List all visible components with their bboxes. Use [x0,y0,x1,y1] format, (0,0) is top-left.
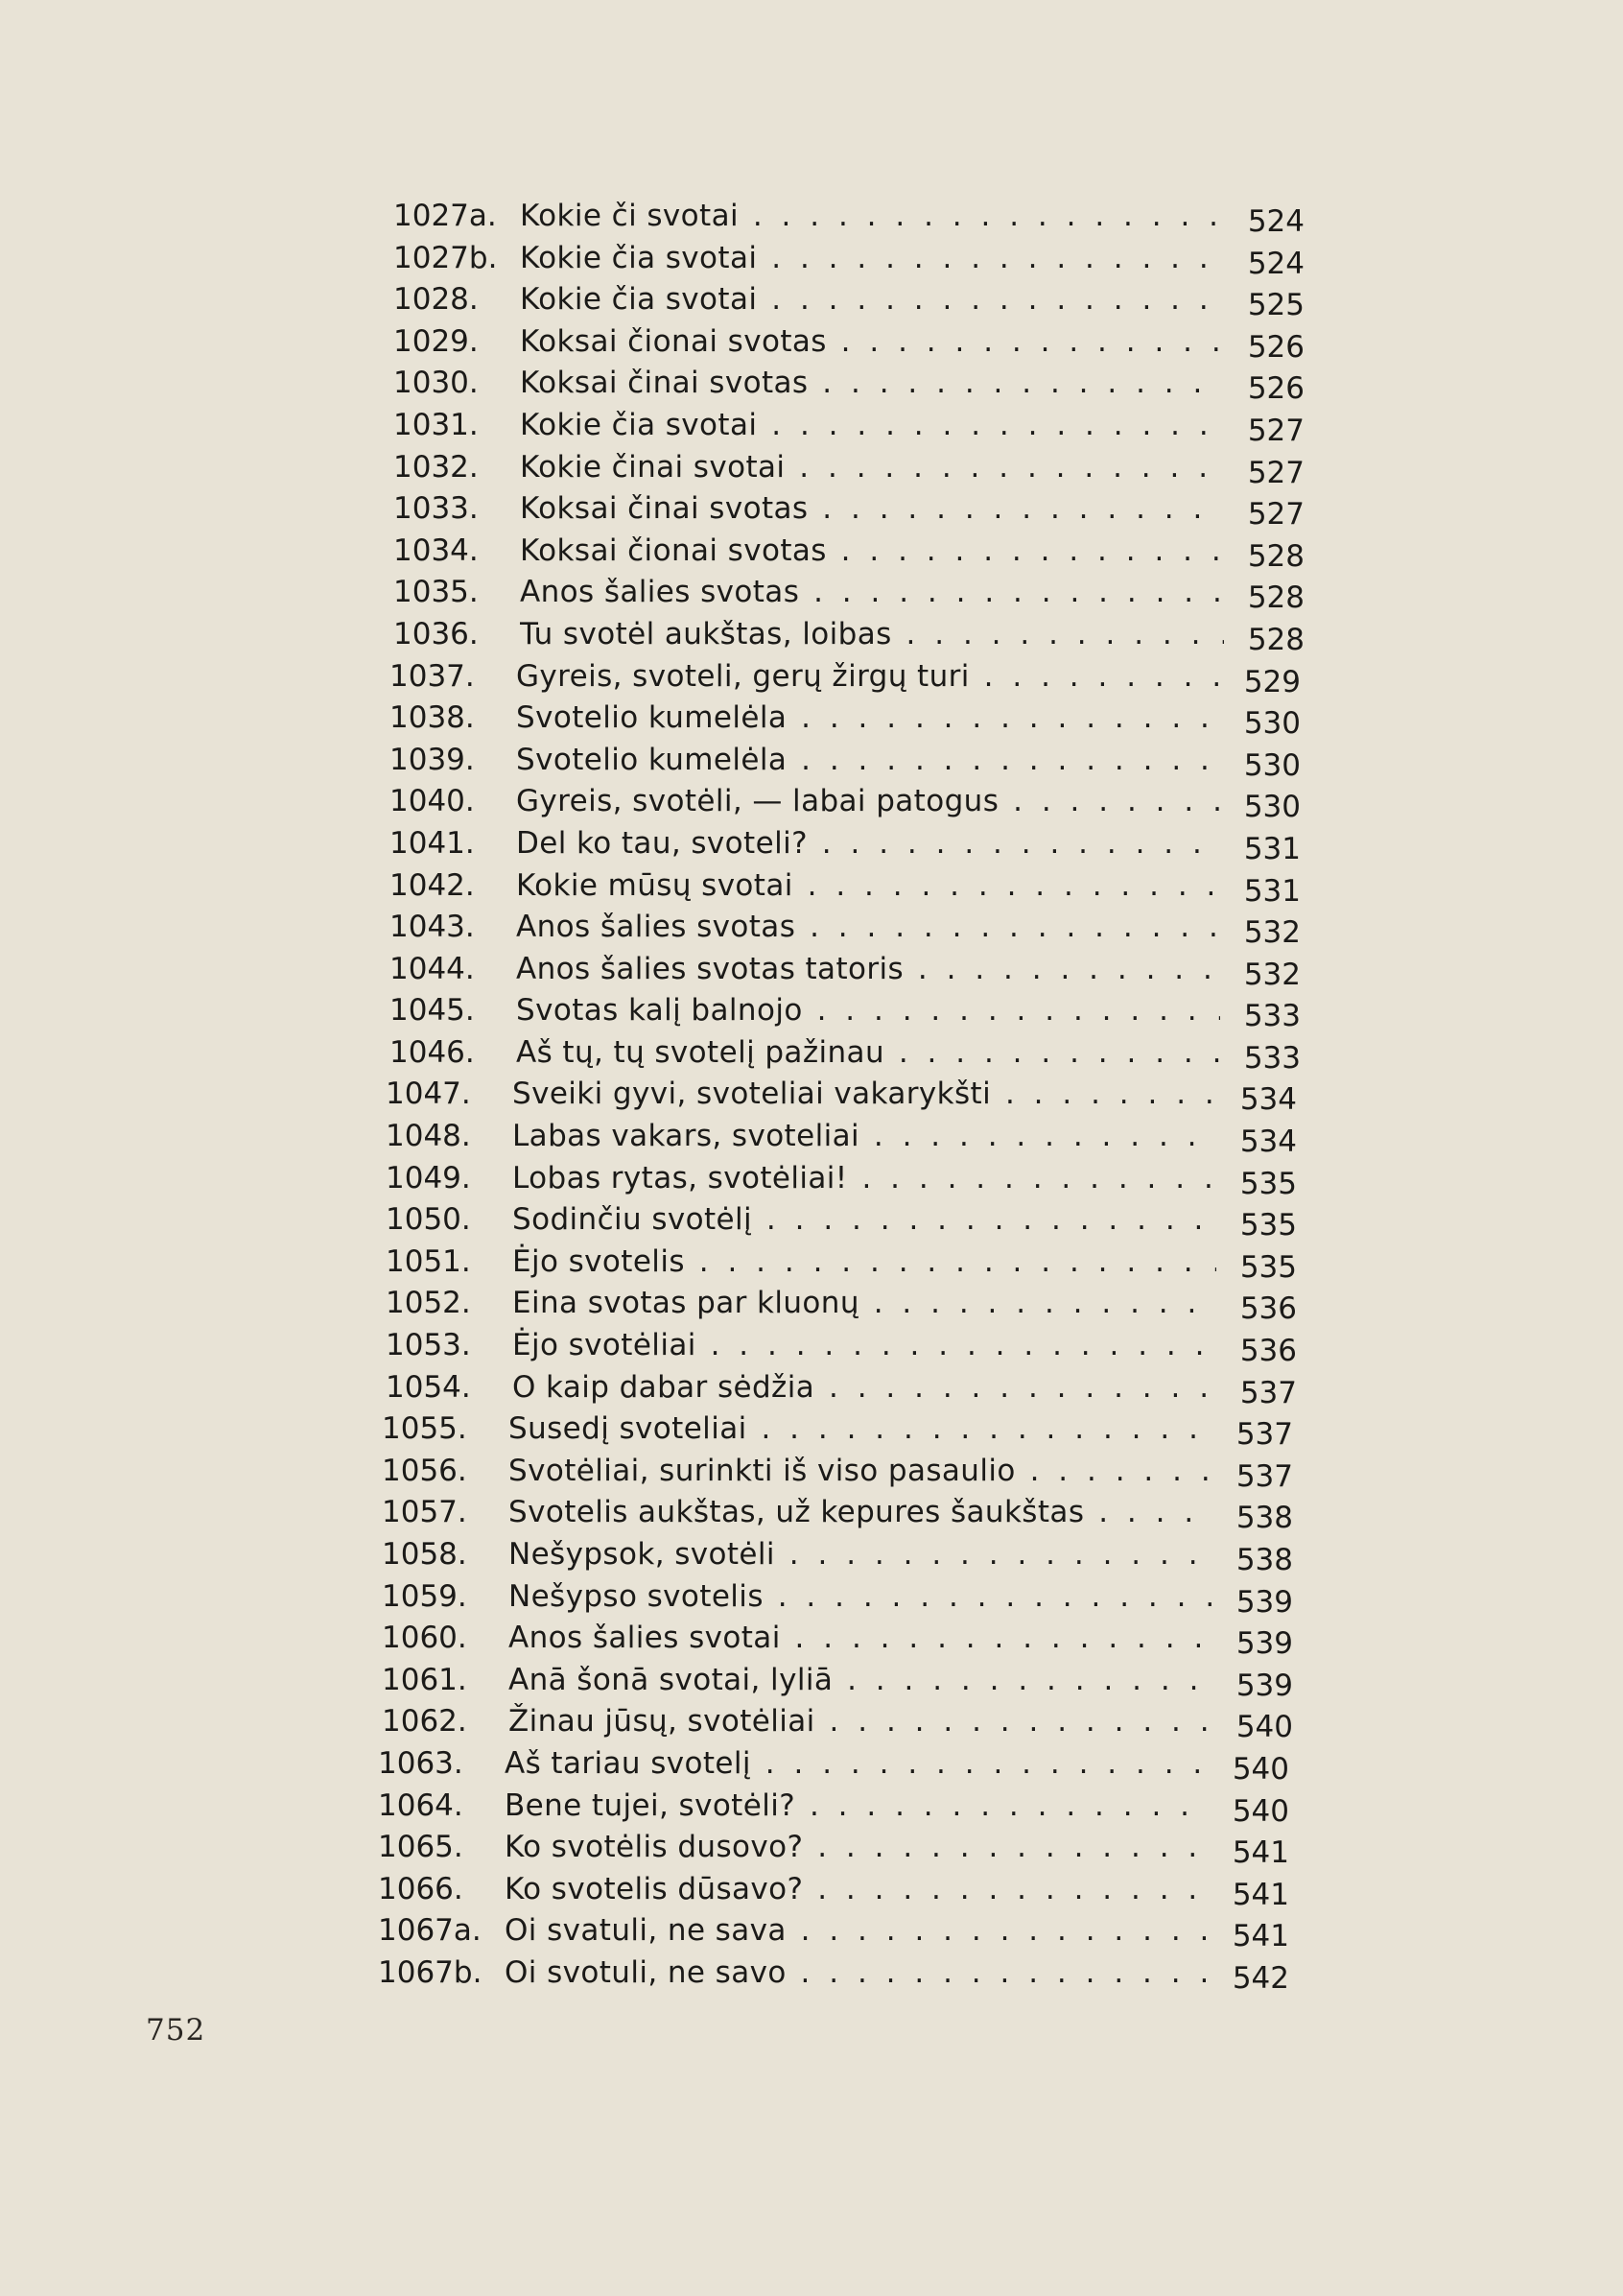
toc-entry [393,405,1305,447]
entry-page-number: 540 [1235,1710,1293,1745]
entry-title: Aš tariau svotelį . . . [505,1743,1209,1786]
entry-title: Sveiki gyvi, svoteliai vakarykšti . . . [512,1074,1216,1116]
entry-number: 1027b. [393,240,498,275]
toc-entry [389,990,1301,1032]
toc-entry [382,1701,1293,1743]
toc-entry [389,781,1301,823]
entry-title: Aš tų, tų svotelį pažinau . . . [516,1032,1220,1075]
table-of-contents [378,196,1305,1996]
toc-entry [378,1786,1289,1828]
toc-entry [382,1576,1293,1619]
entry-title: Žinau jūsų, svotėliai . . . [508,1701,1212,1743]
entry-page-number: 531 [1243,873,1301,909]
page-number: 752 [146,2013,206,2047]
entry-page-number: 539 [1235,1584,1293,1620]
entry-title: Ėjo svotelis . . . [512,1242,1216,1284]
entry-title: Tu svotėl aukštas, loibas . . . [520,614,1224,656]
entry-title: Ko svotelis dūsavo? . . . [505,1869,1209,1911]
entry-title: Koksai čionai svotas . . . [520,531,1224,573]
entry-page-number: 532 [1243,957,1301,992]
entry-title: Nešypsok, svotėli . . . [508,1534,1212,1576]
toc-entry [378,1743,1289,1786]
entry-page-number: 527 [1247,455,1305,490]
entry-number: 1052. [386,1286,471,1321]
entry-number: 1042. [389,867,475,903]
toc-entry [386,1158,1297,1200]
entry-number: 1062. [382,1704,467,1740]
entry-page-number: 540 [1232,1751,1289,1787]
entry-title: Svotas kalį balnojo . . . [516,990,1220,1032]
entry-title: Anos šalies svotas . . . [520,572,1224,614]
entry-number: 1054. [386,1369,471,1405]
entry-page-number: 533 [1243,999,1301,1034]
toc-entry [393,321,1305,364]
toc-entry [382,1660,1293,1702]
entry-number: 1050. [386,1202,471,1238]
entry-number: 1043. [389,910,475,945]
toc-entry [393,196,1305,238]
entry-title: Ėjo svotėliai . . . [512,1325,1216,1367]
entry-title: Svotelio kumelėla . . . [516,698,1220,740]
entry-page-number: 535 [1239,1166,1297,1201]
entry-page-number: 537 [1239,1375,1297,1410]
toc-entry [386,1242,1297,1284]
entry-title: Anā šonā svotai, lyliā . . . [508,1660,1212,1702]
entry-number: 1064. [378,1787,463,1823]
toc-entry [389,907,1301,949]
entry-page-number: 524 [1247,246,1305,281]
entry-number: 1027a. [393,199,497,233]
entry-number: 1032. [393,449,479,485]
toc-entry [393,238,1305,280]
toc-entry [378,1910,1289,1953]
toc-entry [393,488,1305,531]
entry-title: Oi svatuli, ne sava . . . [505,1910,1209,1953]
entry-number: 1066. [378,1871,463,1906]
entry-number: 1057. [382,1495,467,1530]
entry-number: 1047. [386,1077,471,1112]
entry-title: Del ko tau, svoteli? . . . [516,823,1220,865]
entry-number: 1030. [393,366,479,401]
entry-number: 1060. [382,1621,467,1656]
entry-number: 1053. [386,1328,471,1363]
entry-number: 1061. [382,1662,467,1697]
entry-title: Koksai čionai svotas . . . [520,321,1224,364]
entry-title: Kokie či svotai . . . [520,196,1224,238]
entry-page-number: 536 [1239,1334,1297,1369]
entry-number: 1038. [389,700,475,736]
toc-entry [382,1492,1293,1534]
entry-title: O kaip dabar sėdžia . . . [512,1367,1216,1409]
entry-number: 1044. [389,951,475,986]
entry-title: Kokie čia svotai . . . [520,405,1224,447]
entry-page-number: 537 [1235,1417,1293,1453]
entry-number: 1056. [382,1453,467,1488]
toc-entry [382,1451,1293,1493]
toc-entry [393,363,1305,405]
toc-entry [393,447,1305,489]
entry-title: Kokie čia svotai . . . [520,238,1224,280]
entry-number: 1028. [393,282,479,318]
entry-page-number: 535 [1239,1249,1297,1285]
entry-title: Anos šalies svotas tatoris . . . [516,949,1220,991]
entry-number: 1049. [386,1160,471,1195]
entry-title: Kokie činai svotai . . . [520,447,1224,489]
entry-number: 1058. [382,1537,467,1572]
entry-number: 1033. [393,491,479,527]
entry-number: 1065. [378,1830,463,1865]
entry-number: 1037. [389,658,475,694]
entry-page-number: 541 [1232,1877,1289,1912]
entry-page-number: 532 [1243,915,1301,951]
toc-entry [393,572,1305,614]
entry-number: 1055. [382,1411,467,1447]
toc-entry [389,698,1301,740]
entry-number: 1045. [389,993,475,1029]
entry-page-number: 529 [1243,664,1301,699]
toc-entry [389,865,1301,908]
entry-page-number: 531 [1243,831,1301,866]
entry-title: Gyreis, svotėli, — labai patogus . . . [516,781,1220,823]
toc-entry [386,1367,1297,1409]
toc-entry [393,614,1305,656]
entry-number: 1039. [389,742,475,777]
entry-title: Svotėliai, surinkti iš viso pasaulio . . . [508,1451,1212,1493]
entry-title: Ko svotėlis dusovo? . . . [505,1827,1209,1869]
toc-entry [389,949,1301,991]
toc-entry [389,740,1301,782]
entry-title: Labas vakars, svoteliai . . . [512,1116,1216,1158]
entry-page-number: 533 [1243,1040,1301,1076]
entry-title: Svotelis aukštas, už kepures šaukštas . . . [508,1492,1212,1534]
entry-page-number: 534 [1239,1124,1297,1160]
entry-page-number: 534 [1239,1082,1297,1118]
toc-entry [378,1953,1289,1995]
entry-number: 1041. [389,825,475,861]
entry-number: 1051. [386,1243,471,1279]
toc-entry [378,1869,1289,1911]
toc-entry [382,1618,1293,1660]
entry-page-number: 524 [1247,204,1305,239]
entry-number: 1067b. [378,1954,482,1990]
entry-page-number: 528 [1247,538,1305,574]
toc-entry [386,1283,1297,1325]
entry-title: Koksai činai svotas . . . [520,488,1224,531]
entry-title: Oi svotuli, ne savo . . . [505,1953,1209,1995]
entry-page-number: 539 [1235,1668,1293,1703]
entry-title: Bene tujei, svotėli? . . . [505,1786,1209,1828]
entry-title: Sodinčiu svotėlį . . . [512,1199,1216,1242]
entry-number: 1035. [393,575,479,610]
entry-title: Kokie mūsų svotai . . . [516,865,1220,908]
toc-entry [389,1032,1301,1075]
entry-title: Svotelio kumelėla . . . [516,740,1220,782]
entry-number: 1048. [386,1119,471,1154]
entry-number: 1029. [393,323,479,359]
entry-title: Lobas rytas, svotėliai! . . . [512,1158,1216,1200]
entry-number: 1046. [389,1034,475,1070]
toc-entry [382,1534,1293,1576]
entry-title: Nešypso svotelis . . . [508,1576,1212,1619]
entry-title: Gyreis, svoteli, gerų žirgų turi . . . [516,656,1220,698]
entry-title: Kokie čia svotai . . . [520,279,1224,321]
entry-number: 1036. [393,616,479,651]
toc-entry [386,1116,1297,1158]
entry-number: 1034. [393,533,479,568]
entry-page-number: 539 [1235,1626,1293,1662]
entry-page-number: 540 [1232,1793,1289,1829]
toc-entry [393,279,1305,321]
entry-page-number: 528 [1247,580,1305,616]
entry-title: Anos šalies svotai . . . [508,1618,1212,1660]
entry-title: Susedį svoteliai . . . [508,1408,1212,1451]
entry-title: Koksai činai svotas . . . [520,363,1224,405]
entry-page-number: 526 [1247,371,1305,407]
entry-page-number: 530 [1243,706,1301,742]
toc-entry [393,531,1305,573]
toc-entry [386,1199,1297,1242]
toc-entry [386,1325,1297,1367]
entry-page-number: 537 [1235,1458,1293,1494]
entry-page-number: 535 [1239,1208,1297,1243]
entry-page-number: 525 [1247,288,1305,323]
entry-page-number: 538 [1235,1543,1293,1577]
entry-page-number: 536 [1239,1291,1297,1327]
toc-entry [386,1074,1297,1116]
entry-page-number: 538 [1235,1501,1293,1536]
entry-page-number: 530 [1243,747,1301,783]
entry-page-number: 528 [1247,622,1305,657]
toc-entry [389,823,1301,865]
entry-number: 1067a. [378,1913,482,1949]
entry-page-number: 526 [1247,329,1305,365]
entry-number: 1063. [378,1745,463,1781]
entry-page-number: 541 [1232,1835,1289,1871]
entry-number: 1059. [382,1578,467,1614]
entry-number: 1031. [393,407,479,442]
entry-page-number: 542 [1232,1960,1289,1996]
toc-entry [382,1408,1293,1451]
entry-page-number: 527 [1247,413,1305,448]
toc-entry [378,1827,1289,1869]
entry-page-number: 527 [1247,497,1305,533]
entry-page-number: 541 [1232,1919,1289,1954]
entry-title: Eina svotas par kluonų . . . [512,1283,1216,1325]
entry-page-number: 530 [1243,790,1301,825]
toc-entry [389,656,1301,698]
entry-title: Anos šalies svotas . . . [516,907,1220,949]
entry-number: 1040. [389,784,475,819]
